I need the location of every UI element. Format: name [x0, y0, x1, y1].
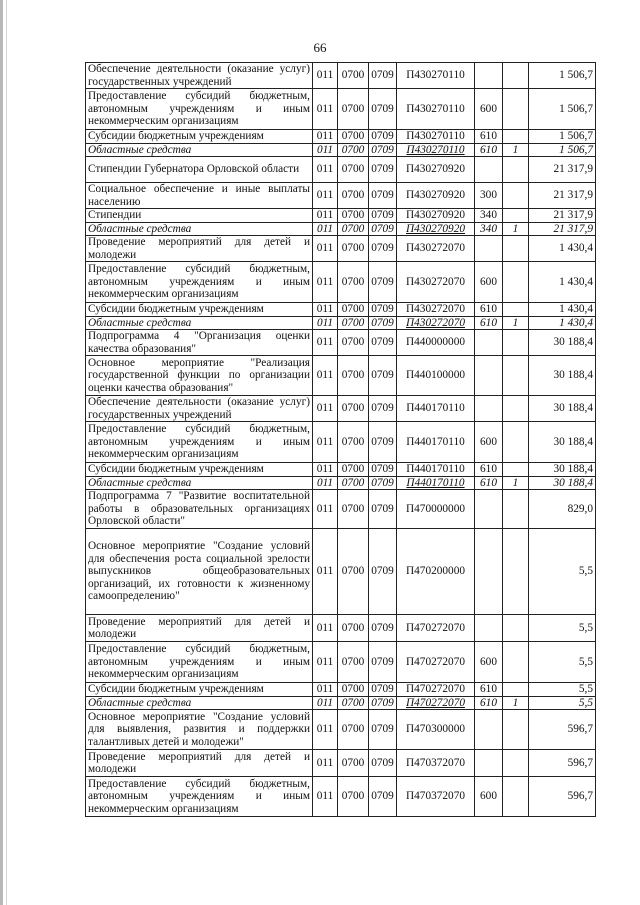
- section-code: 0700: [338, 476, 369, 490]
- section-code: 0700: [338, 89, 369, 130]
- table-row: [86, 710, 596, 750]
- admin-code: 011: [313, 262, 338, 303]
- admin-code: 011: [313, 710, 338, 750]
- amount: 1 430,4: [529, 262, 596, 303]
- amount: 5,5: [529, 683, 596, 697]
- expense-type-code: 610: [475, 683, 503, 697]
- table-row: [86, 777, 596, 817]
- row-name: Областные средства: [86, 476, 313, 490]
- row-name: Основное мероприятие "Реализация государственной функции по организации оценки качества образования": [86, 356, 313, 396]
- expense-type-code: [475, 330, 503, 356]
- expense-type-code: [475, 490, 503, 529]
- subsection-code: 0709: [369, 422, 397, 463]
- row-name: Предоставление субсидий бюджетным, автономным учреждениям и иным некоммерческим организациям: [86, 777, 313, 817]
- section-code: 0700: [338, 642, 369, 683]
- amount: 30 188,4: [529, 422, 596, 463]
- subsection-code: 0709: [369, 777, 397, 817]
- amount: 1 506,7: [529, 89, 596, 130]
- admin-code: 011: [313, 422, 338, 463]
- target-code: П430270110: [397, 130, 475, 144]
- row-name: Предоставление субсидий бюджетным, автономным учреждениям и иным некоммерческим организациям: [86, 89, 313, 130]
- row-name: Подпрограмма 7 "Развитие воспитательной работы в образовательных организациях Орловской области": [86, 490, 313, 529]
- source-code: 1: [503, 476, 529, 490]
- section-code: 0700: [338, 422, 369, 463]
- amount: 30 188,4: [529, 356, 596, 396]
- section-code: 0700: [338, 130, 369, 144]
- expense-type-code: 600: [475, 262, 503, 303]
- target-code: П440100000: [397, 356, 475, 396]
- table-row: [86, 642, 596, 683]
- budget-table: [85, 62, 596, 817]
- source-code: [503, 710, 529, 750]
- admin-code: 011: [313, 490, 338, 529]
- admin-code: 011: [313, 750, 338, 777]
- target-code: П430270110: [397, 143, 475, 157]
- source-code: [503, 262, 529, 303]
- amount: 829,0: [529, 490, 596, 529]
- subsection-code: 0709: [369, 89, 397, 130]
- target-code: П440000000: [397, 330, 475, 356]
- admin-code: 011: [313, 615, 338, 642]
- subsection-code: 0709: [369, 262, 397, 303]
- admin-code: 011: [313, 696, 338, 710]
- expense-type-code: 600: [475, 777, 503, 817]
- table-row: [86, 330, 596, 356]
- section-code: 0700: [338, 615, 369, 642]
- amount: 1 506,7: [529, 143, 596, 157]
- source-code: [503, 157, 529, 183]
- row-name: Предоставление субсидий бюджетным, автономным учреждениям и иным некоммерческим организациям: [86, 262, 313, 303]
- expense-type-code: 610: [475, 316, 503, 330]
- section-code: 0700: [338, 236, 369, 262]
- source-code: [503, 209, 529, 223]
- admin-code: 011: [313, 396, 338, 422]
- admin-code: 011: [313, 529, 338, 615]
- admin-code: 011: [313, 63, 338, 89]
- source-code: [503, 130, 529, 144]
- admin-code: 011: [313, 130, 338, 144]
- section-code: 0700: [338, 356, 369, 396]
- target-code: П440170110: [397, 476, 475, 490]
- target-code: П430272070: [397, 316, 475, 330]
- table-row: [86, 222, 596, 236]
- amount: 30 188,4: [529, 463, 596, 477]
- admin-code: 011: [313, 89, 338, 130]
- table-row: [86, 615, 596, 642]
- subsection-code: 0709: [369, 710, 397, 750]
- admin-code: 011: [313, 777, 338, 817]
- section-code: 0700: [338, 696, 369, 710]
- source-code: [503, 490, 529, 529]
- row-name: Субсидии бюджетным учреждениям: [86, 683, 313, 697]
- subsection-code: 0709: [369, 143, 397, 157]
- section-code: 0700: [338, 262, 369, 303]
- target-code: П430270920: [397, 157, 475, 183]
- table-row: [86, 209, 596, 223]
- row-name: Проведение мероприятий для детей и молодежи: [86, 750, 313, 777]
- subsection-code: 0709: [369, 157, 397, 183]
- section-code: 0700: [338, 683, 369, 697]
- admin-code: 011: [313, 303, 338, 317]
- amount: 21 317,9: [529, 183, 596, 209]
- expense-type-code: [475, 157, 503, 183]
- row-name: Областные средства: [86, 316, 313, 330]
- table-row: [86, 490, 596, 529]
- target-code: П430270110: [397, 89, 475, 130]
- table-row: [86, 463, 596, 477]
- subsection-code: 0709: [369, 316, 397, 330]
- table-row: [86, 476, 596, 490]
- table-row: [86, 157, 596, 183]
- expense-type-code: [475, 63, 503, 89]
- section-code: 0700: [338, 209, 369, 223]
- amount: 596,7: [529, 750, 596, 777]
- subsection-code: 0709: [369, 615, 397, 642]
- expense-type-code: 340: [475, 209, 503, 223]
- expense-type-code: 610: [475, 696, 503, 710]
- admin-code: 011: [313, 642, 338, 683]
- expense-type-code: [475, 356, 503, 396]
- section-code: 0700: [338, 529, 369, 615]
- subsection-code: 0709: [369, 750, 397, 777]
- expense-type-code: 340: [475, 222, 503, 236]
- admin-code: 011: [313, 143, 338, 157]
- admin-code: 011: [313, 463, 338, 477]
- source-code: [503, 183, 529, 209]
- section-code: 0700: [338, 143, 369, 157]
- subsection-code: 0709: [369, 130, 397, 144]
- table-row: [86, 696, 596, 710]
- table-row: [86, 89, 596, 130]
- expense-type-code: 600: [475, 642, 503, 683]
- subsection-code: 0709: [369, 183, 397, 209]
- subsection-code: 0709: [369, 356, 397, 396]
- amount: 1 430,4: [529, 316, 596, 330]
- table-row: [86, 183, 596, 209]
- expense-type-code: [475, 615, 503, 642]
- admin-code: 011: [313, 330, 338, 356]
- source-code: [503, 750, 529, 777]
- section-code: 0700: [338, 750, 369, 777]
- source-code: [503, 303, 529, 317]
- source-code: 1: [503, 696, 529, 710]
- source-code: [503, 422, 529, 463]
- target-code: П470000000: [397, 490, 475, 529]
- row-name: Областные средства: [86, 696, 313, 710]
- table-row: [86, 356, 596, 396]
- target-code: П470272070: [397, 615, 475, 642]
- expense-type-code: 610: [475, 130, 503, 144]
- subsection-code: 0709: [369, 683, 397, 697]
- subsection-code: 0709: [369, 463, 397, 477]
- target-code: П430272070: [397, 262, 475, 303]
- admin-code: 011: [313, 157, 338, 183]
- expense-type-code: 600: [475, 422, 503, 463]
- section-code: 0700: [338, 157, 369, 183]
- amount: 5,5: [529, 642, 596, 683]
- subsection-code: 0709: [369, 490, 397, 529]
- expense-type-code: [475, 750, 503, 777]
- admin-code: 011: [313, 222, 338, 236]
- row-name: Предоставление субсидий бюджетным, автономным учреждениям и иным некоммерческим организациям: [86, 642, 313, 683]
- section-code: 0700: [338, 183, 369, 209]
- target-code: П470272070: [397, 696, 475, 710]
- source-code: [503, 615, 529, 642]
- source-code: [503, 463, 529, 477]
- expense-type-code: [475, 236, 503, 262]
- expense-type-code: 610: [475, 463, 503, 477]
- target-code: П440170110: [397, 422, 475, 463]
- section-code: 0700: [338, 396, 369, 422]
- subsection-code: 0709: [369, 209, 397, 223]
- amount: 5,5: [529, 696, 596, 710]
- amount: 5,5: [529, 529, 596, 615]
- expense-type-code: 610: [475, 303, 503, 317]
- target-code: П470372070: [397, 777, 475, 817]
- row-name: Областные средства: [86, 143, 313, 157]
- target-code: П440170110: [397, 463, 475, 477]
- source-code: [503, 236, 529, 262]
- expense-type-code: [475, 529, 503, 615]
- row-name: Субсидии бюджетным учреждениям: [86, 303, 313, 317]
- amount: 30 188,4: [529, 476, 596, 490]
- target-code: П430270110: [397, 63, 475, 89]
- amount: 21 317,9: [529, 222, 596, 236]
- row-name: Подпрограмма 4 "Организация оценки качества образования": [86, 330, 313, 356]
- table-row: [86, 63, 596, 89]
- table-row: [86, 236, 596, 262]
- amount: 596,7: [529, 710, 596, 750]
- subsection-code: 0709: [369, 236, 397, 262]
- target-code: П430272070: [397, 236, 475, 262]
- section-code: 0700: [338, 463, 369, 477]
- section-code: 0700: [338, 710, 369, 750]
- admin-code: 011: [313, 236, 338, 262]
- subsection-code: 0709: [369, 476, 397, 490]
- source-code: 1: [503, 143, 529, 157]
- source-code: [503, 642, 529, 683]
- row-name: Основное мероприятие "Создание условий для выявления, развития и поддержки талантливых детей и молодежи": [86, 710, 313, 750]
- section-code: 0700: [338, 303, 369, 317]
- row-name: Субсидии бюджетным учреждениям: [86, 130, 313, 144]
- expense-type-code: 300: [475, 183, 503, 209]
- source-code: 1: [503, 316, 529, 330]
- table-row: [86, 316, 596, 330]
- row-name: Проведение мероприятий для детей и молодежи: [86, 236, 313, 262]
- amount: 21 317,9: [529, 209, 596, 223]
- source-code: [503, 529, 529, 615]
- target-code: П430272070: [397, 303, 475, 317]
- amount: 21 317,9: [529, 157, 596, 183]
- target-code: П470200000: [397, 529, 475, 615]
- source-code: [503, 330, 529, 356]
- target-code: П430270920: [397, 222, 475, 236]
- row-name: Областные средства: [86, 222, 313, 236]
- target-code: П470272070: [397, 683, 475, 697]
- row-name: Стипендии: [86, 209, 313, 223]
- admin-code: 011: [313, 209, 338, 223]
- expense-type-code: 610: [475, 143, 503, 157]
- scan-edge: [0, 0, 3, 905]
- subsection-code: 0709: [369, 396, 397, 422]
- source-code: [503, 356, 529, 396]
- row-name: Субсидии бюджетным учреждениям: [86, 463, 313, 477]
- subsection-code: 0709: [369, 303, 397, 317]
- source-code: [503, 396, 529, 422]
- expense-type-code: [475, 710, 503, 750]
- section-code: 0700: [338, 490, 369, 529]
- amount: 1 506,7: [529, 63, 596, 89]
- subsection-code: 0709: [369, 696, 397, 710]
- subsection-code: 0709: [369, 330, 397, 356]
- expense-type-code: 600: [475, 89, 503, 130]
- target-code: П430270920: [397, 209, 475, 223]
- admin-code: 011: [313, 683, 338, 697]
- expense-type-code: [475, 396, 503, 422]
- table-row: [86, 529, 596, 615]
- table-row: [86, 683, 596, 697]
- source-code: 1: [503, 222, 529, 236]
- table-row: [86, 750, 596, 777]
- subsection-code: 0709: [369, 63, 397, 89]
- source-code: [503, 89, 529, 130]
- section-code: 0700: [338, 316, 369, 330]
- admin-code: 011: [313, 183, 338, 209]
- target-code: П470272070: [397, 642, 475, 683]
- expense-type-code: 610: [475, 476, 503, 490]
- target-code: П440170110: [397, 396, 475, 422]
- source-code: [503, 63, 529, 89]
- target-code: П430270920: [397, 183, 475, 209]
- row-name: Социальное обеспечение и иные выплаты населению: [86, 183, 313, 209]
- scan-edge-line: [6, 0, 7, 905]
- source-code: [503, 683, 529, 697]
- row-name: Проведение мероприятий для детей и молодежи: [86, 615, 313, 642]
- row-name: Стипендии Губернатора Орловской области: [86, 157, 313, 183]
- amount: 30 188,4: [529, 396, 596, 422]
- amount: 30 188,4: [529, 330, 596, 356]
- page-number: 66: [313, 40, 327, 55]
- amount: 5,5: [529, 615, 596, 642]
- section-code: 0700: [338, 777, 369, 817]
- subsection-code: 0709: [369, 642, 397, 683]
- table-row: [86, 396, 596, 422]
- row-name: Предоставление субсидий бюджетным, автономным учреждениям и иным некоммерческим организациям: [86, 422, 313, 463]
- target-code: П470300000: [397, 710, 475, 750]
- admin-code: 011: [313, 476, 338, 490]
- row-name: Обеспечение деятельности (оказание услуг) государственных учреждений: [86, 396, 313, 422]
- row-name: Обеспечение деятельности (оказание услуг) государственных учреждений: [86, 63, 313, 89]
- subsection-code: 0709: [369, 222, 397, 236]
- target-code: П470372070: [397, 750, 475, 777]
- table-row: [86, 303, 596, 317]
- subsection-code: 0709: [369, 529, 397, 615]
- table-row: [86, 262, 596, 303]
- section-code: 0700: [338, 222, 369, 236]
- admin-code: 011: [313, 356, 338, 396]
- source-code: [503, 777, 529, 817]
- amount: 1 506,7: [529, 130, 596, 144]
- amount: 1 430,4: [529, 303, 596, 317]
- row-name: Основное мероприятие "Создание условий для обеспечения роста социальной зрелости выпускников общеобразовательных организаций, их готовности к жизненному самоопределению": [86, 529, 313, 615]
- admin-code: 011: [313, 316, 338, 330]
- table-row: [86, 130, 596, 144]
- amount: 1 430,4: [529, 236, 596, 262]
- table-row: [86, 143, 596, 157]
- table-row: [86, 422, 596, 463]
- section-code: 0700: [338, 330, 369, 356]
- amount: 596,7: [529, 777, 596, 817]
- section-code: 0700: [338, 63, 369, 89]
